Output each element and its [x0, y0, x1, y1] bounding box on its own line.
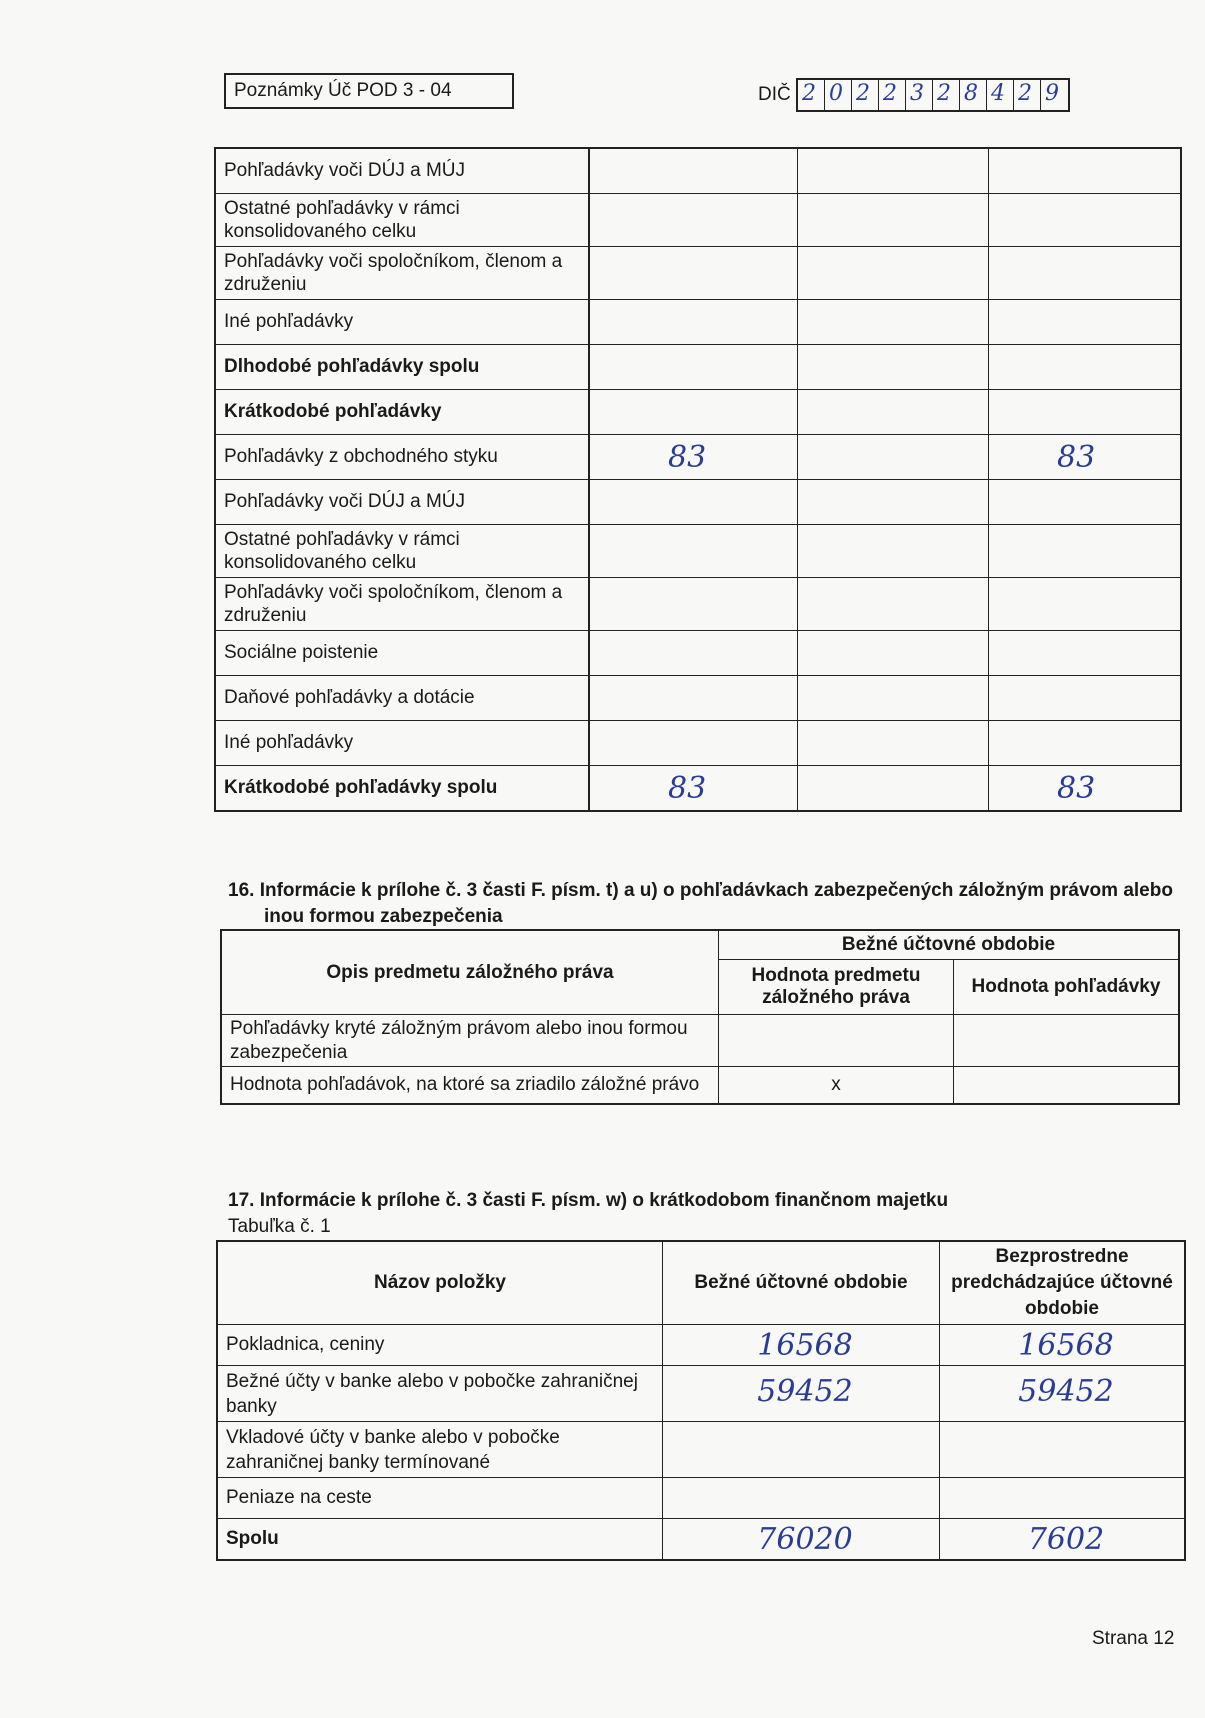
dic-label: DIČ [758, 84, 791, 105]
current-value-cell [663, 1478, 940, 1519]
prior-net-cell [989, 766, 1182, 812]
receivable-row [215, 148, 1181, 194]
dic-field [796, 78, 1070, 112]
page-number: Strana 12 [1092, 1628, 1175, 1649]
handwritten-value: 83 [668, 439, 707, 475]
dic-digit: 0 [825, 80, 852, 110]
prior-net-cell [989, 247, 1182, 300]
receivable-row [215, 345, 1181, 390]
col-receivable-value-header: Hodnota pohľadávky [954, 960, 1180, 1015]
section-16-title-cont: inou formou zabezpečenia [264, 906, 503, 927]
financial-asset-row [217, 1422, 1185, 1478]
prior-value-cell [940, 1325, 1186, 1366]
adjustment-cell [798, 345, 989, 390]
pledge-row-value: x [719, 1067, 954, 1105]
prior-value-cell [940, 1422, 1186, 1478]
pledge-row-label: Hodnota pohľadávok, na ktoré sa zriadilo záložné právo [221, 1067, 719, 1105]
handwritten-value: 83 [1057, 439, 1096, 475]
prior-net-cell [989, 578, 1182, 631]
dic-digit: 3 [906, 80, 933, 110]
receivable-label: Pohľadávky z obchodného styku [215, 435, 589, 480]
current-net-cell [589, 578, 798, 631]
receivable-label: Dlhodobé pohľadávky spolu [215, 345, 589, 390]
receivable-row [215, 578, 1181, 631]
financial-asset-label: Spolu [217, 1519, 663, 1561]
financial-asset-label: Bežné účty v banke alebo v pobočke zahraničnej banky [217, 1366, 663, 1422]
current-net-cell [589, 676, 798, 721]
receivable-label: Pohľadávky voči DÚJ a MÚJ [215, 148, 589, 194]
col-prior-header: Bezprostredne predchádzajúce účtovné obdobie [940, 1241, 1186, 1325]
handwritten-value: 16568 [757, 1327, 853, 1363]
current-net-cell [589, 631, 798, 676]
current-net-cell [589, 345, 798, 390]
prior-value-cell [940, 1519, 1186, 1561]
handwritten-value: 7602 [1027, 1521, 1105, 1557]
receivable-row [215, 300, 1181, 345]
adjustment-cell [798, 148, 989, 194]
pledge-row-value [954, 1015, 1180, 1067]
financial-asset-label: Peniaze na ceste [217, 1478, 663, 1519]
adjustment-cell [798, 300, 989, 345]
financial-asset-row [217, 1478, 1185, 1519]
col-period-header: Bežné účtovné obdobie [719, 930, 1180, 960]
handwritten-value: 16568 [1018, 1327, 1114, 1363]
financial-asset-row [217, 1325, 1185, 1366]
adjustment-cell [798, 721, 989, 766]
adjustment-cell [798, 766, 989, 812]
financial-asset-label: Pokladnica, ceniny [217, 1325, 663, 1366]
prior-value-cell [940, 1366, 1186, 1422]
handwritten-value: 83 [1057, 770, 1096, 806]
prior-net-cell [989, 631, 1182, 676]
current-net-cell [589, 766, 798, 812]
pledge-row-value [954, 1067, 1180, 1105]
prior-net-cell [989, 435, 1182, 480]
prior-net-cell [989, 345, 1182, 390]
dic-digit: 9 [1045, 81, 1059, 106]
financial-asset-row [217, 1366, 1185, 1422]
pledge-table [220, 929, 1180, 1105]
receivable-label: Pohľadávky voči spoločníkom, členom a združeniu [215, 578, 589, 631]
dic-digit: 2 [798, 80, 825, 110]
prior-net-cell [989, 480, 1182, 525]
receivable-row [215, 390, 1181, 435]
prior-net-cell [989, 194, 1182, 247]
prior-net-cell [989, 390, 1182, 435]
col-name-header: Názov položky [217, 1241, 663, 1325]
adjustment-cell [798, 631, 989, 676]
dic-digit: 8 [960, 80, 987, 110]
section-17-title: 17. Informácie k prílohe č. 3 časti F. písm. w) o krátkodobom finančnom majetku [228, 1190, 949, 1211]
dic-digit: 4 [987, 80, 1014, 110]
receivable-label: Krátkodobé pohľadávky [215, 390, 589, 435]
receivable-row [215, 525, 1181, 578]
financial-asset-row [217, 1519, 1185, 1561]
handwritten-value: 83 [668, 770, 707, 806]
receivable-row [215, 247, 1181, 300]
adjustment-cell [798, 435, 989, 480]
adjustment-cell [798, 194, 989, 247]
prior-value-cell [940, 1478, 1186, 1519]
prior-net-cell [989, 721, 1182, 766]
current-net-cell [589, 148, 798, 194]
receivables-table [214, 147, 1182, 812]
current-value-cell [663, 1366, 940, 1422]
receivable-row [215, 435, 1181, 480]
handwritten-value: 76020 [757, 1521, 853, 1557]
receivable-label: Krátkodobé pohľadávky spolu [215, 766, 589, 812]
receivable-row [215, 766, 1181, 812]
handwritten-value: 59452 [757, 1374, 853, 1409]
prior-net-cell [989, 525, 1182, 578]
receivable-label: Ostatné pohľadávky v rámci konsolidovaného celku [215, 525, 589, 578]
current-value-cell [663, 1519, 940, 1561]
current-net-cell [589, 721, 798, 766]
adjustment-cell [798, 480, 989, 525]
prior-net-cell [989, 300, 1182, 345]
dic-digit: 2 [1014, 80, 1041, 110]
prior-net-cell [989, 148, 1182, 194]
current-net-cell [589, 194, 798, 247]
receivable-label: Pohľadávky voči spoločníkom, členom a združeniu [215, 247, 589, 300]
receivable-row [215, 631, 1181, 676]
current-net-cell [589, 390, 798, 435]
col-current-header: Bežné účtovné obdobie [663, 1241, 940, 1325]
receivable-label: Iné pohľadávky [215, 300, 589, 345]
adjustment-cell [798, 247, 989, 300]
receivable-label: Sociálne poistenie [215, 631, 589, 676]
col-pledge-value-header: Hodnota predmetu záložného práva [719, 960, 954, 1015]
current-net-cell [589, 435, 798, 480]
pledge-row-label: Pohľadávky kryté záložným právom alebo inou formou zabezpečenia [221, 1015, 719, 1067]
financial-asset-label: Vkladové účty v banke alebo v pobočke zahraničnej banky termínované [217, 1422, 663, 1478]
current-value-cell [663, 1422, 940, 1478]
dic-digit: 2 [879, 80, 906, 110]
adjustment-cell [798, 578, 989, 631]
receivable-row [215, 721, 1181, 766]
dic-digit: 2 [852, 80, 879, 110]
receivable-label: Iné pohľadávky [215, 721, 589, 766]
receivable-row [215, 194, 1181, 247]
receivable-label: Ostatné pohľadávky v rámci konsolidovaného celku [215, 194, 589, 247]
receivable-row [215, 480, 1181, 525]
current-net-cell [589, 525, 798, 578]
col-desc-header: Opis predmetu záložného práva [221, 930, 719, 1015]
adjustment-cell [798, 676, 989, 721]
current-net-cell [589, 247, 798, 300]
current-net-cell [589, 480, 798, 525]
current-value-cell [663, 1325, 940, 1366]
financial-assets-table [216, 1240, 1186, 1561]
prior-net-cell [989, 676, 1182, 721]
dic-digit: 2 [933, 80, 960, 110]
receivable-row [215, 676, 1181, 721]
form-title: Poznámky Úč POD 3 - 04 [224, 73, 514, 109]
pledge-row-value [719, 1015, 954, 1067]
handwritten-value: 59452 [1018, 1374, 1114, 1409]
adjustment-cell [798, 525, 989, 578]
section-16-title: 16. Informácie k prílohe č. 3 časti F. písm. t) a u) o pohľadávkach zabezpečených záložným právom alebo [228, 880, 1173, 901]
receivable-label: Pohľadávky voči DÚJ a MÚJ [215, 480, 589, 525]
adjustment-cell [798, 390, 989, 435]
receivable-label: Daňové pohľadávky a dotácie [215, 676, 589, 721]
section-17-subtitle: Tabuľka č. 1 [228, 1216, 331, 1237]
current-net-cell [589, 300, 798, 345]
